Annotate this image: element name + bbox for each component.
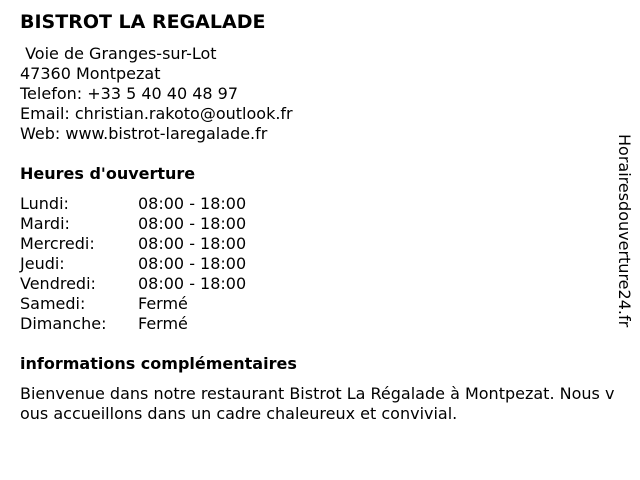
- day-label: Mardi:: [20, 214, 70, 233]
- day-label: Samedi:: [20, 294, 86, 313]
- address-line: Voie de Granges-sur-Lot: [20, 44, 217, 63]
- description-text: Bienvenue dans notre restaurant Bistrot La Régalade à Montpezat. Nous vous accueillons dans un cadre chaleureux et convivial.: [20, 384, 615, 423]
- postal-city: 47360 Montpezat: [20, 64, 161, 83]
- web-line: Web: www.bistrot-laregalade.fr: [20, 124, 268, 143]
- hours-row-wednesday: [20, 234, 320, 254]
- day-label: Vendredi:: [20, 274, 96, 293]
- contact-block: [20, 44, 293, 144]
- hours-value: 08:00 - 18:00: [138, 274, 247, 293]
- hours-row-monday: [20, 194, 320, 214]
- opening-hours-table: [20, 194, 320, 334]
- hours-row-thursday: [20, 254, 320, 274]
- hours-row-saturday: [20, 294, 320, 314]
- hours-value: 08:00 - 18:00: [138, 254, 247, 273]
- phone-line: Telefon: +33 5 40 40 48 97: [20, 84, 239, 103]
- day-label: Jeudi:: [20, 254, 65, 273]
- hours-value: Fermé: [138, 294, 188, 313]
- hours-value: 08:00 - 18:00: [138, 234, 247, 253]
- business-name: BISTROT LA REGALADE: [20, 11, 266, 33]
- additional-info-heading: informations complémentaires: [20, 354, 297, 373]
- day-label: Dimanche:: [20, 314, 107, 333]
- hours-row-friday: [20, 274, 320, 294]
- hours-value: Fermé: [138, 314, 188, 333]
- watermark-text: Horairesdouverture24.fr: [615, 134, 634, 328]
- opening-hours-heading: Heures d'ouverture: [20, 164, 196, 183]
- hours-value: 08:00 - 18:00: [138, 194, 247, 213]
- email-line: Email: christian.rakoto@outlook.fr: [20, 104, 293, 123]
- hours-value: 08:00 - 18:00: [138, 214, 247, 233]
- hours-row-sunday: [20, 314, 320, 334]
- day-label: Lundi:: [20, 194, 69, 213]
- hours-row-tuesday: [20, 214, 320, 234]
- day-label: Mercredi:: [20, 234, 95, 253]
